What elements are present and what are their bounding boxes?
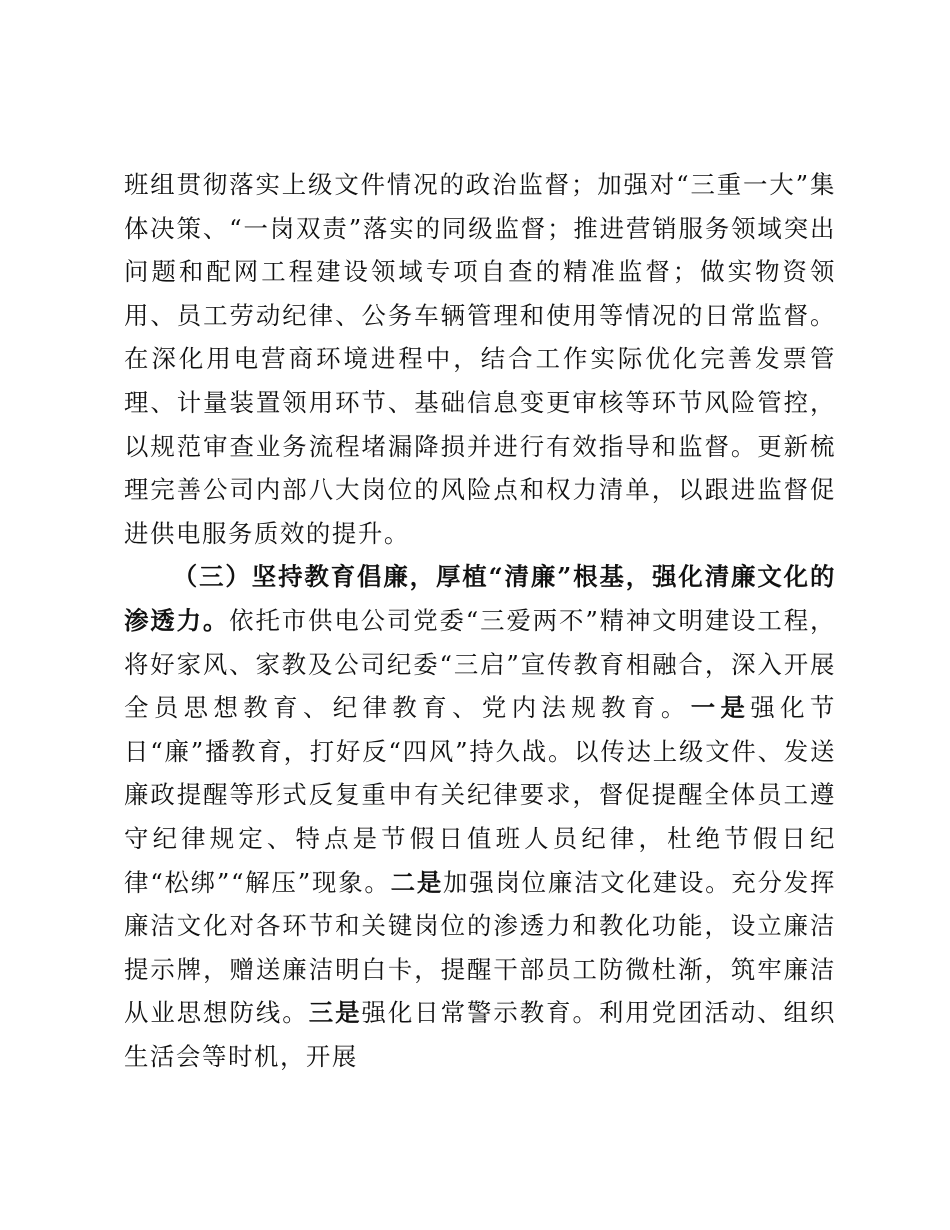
point-two-label: 二是 xyxy=(390,867,444,897)
point-three-label: 三是 xyxy=(308,998,362,1028)
section-three-heading: （三）坚持教育倡廉，厚植“清廉”根基，强化清廉文化的渗透力。 xyxy=(124,562,836,635)
paragraph-section-three xyxy=(124,555,836,1078)
point-three-text: 强化日常警示教育。利用党团活动、组织生活会等时机，开展 xyxy=(124,998,837,1071)
point-one-text: 强化节日“廉”播教育，打好反“四风”持久战。以传达上级文件、发送廉政提醒等形式反复重申有关纪律要求，督促提醒全体员工遵守纪律规定、特点是节假日值班人员纪律，杜绝节假日纪律“松绑”“解压”现象。 xyxy=(124,693,836,897)
section-three-intro: 依托市供电公司党委“三爱两不”精神文明建设工程，将好家风、家教及公司纪委“三启”宣传教育相融合，深入开展全员思想教育、纪律教育、党内法规教育。 xyxy=(124,605,837,723)
paragraph-monitoring-continued: 班组贯彻落实上级文件情况的政治监督；加强对“三重一大”集体决策、“一岗双责”落实的同级监督；推进营销服务领域突出问题和配网工程建设领域专项自查的精准监督；做实物资领用、员工劳动纪律、公务车辆管理和使用等情况的日常监督。在深化用电营商环境进程中，结合工作实际优化完善发票管理、计量装置领用环节、基础信息变更审核等环节风险管控，以规范审查业务流程堵漏降损并进行有效指导和监督。更新梳理完善公司内部八大岗位的风险点和权力清单，以跟进监督促进供电服务质效的提升。 xyxy=(124,170,836,548)
point-two-text: 加强岗位廉洁文化建设。充分发挥廉洁文化对各环节和关键岗位的渗透力和教化功能，设立廉洁提示牌，赠送廉洁明白卡，提醒干部员工防微杜渐，筑牢廉洁从业思想防线。 xyxy=(124,867,836,1028)
point-one-label: 一是 xyxy=(690,693,751,723)
body-text xyxy=(124,163,836,1078)
